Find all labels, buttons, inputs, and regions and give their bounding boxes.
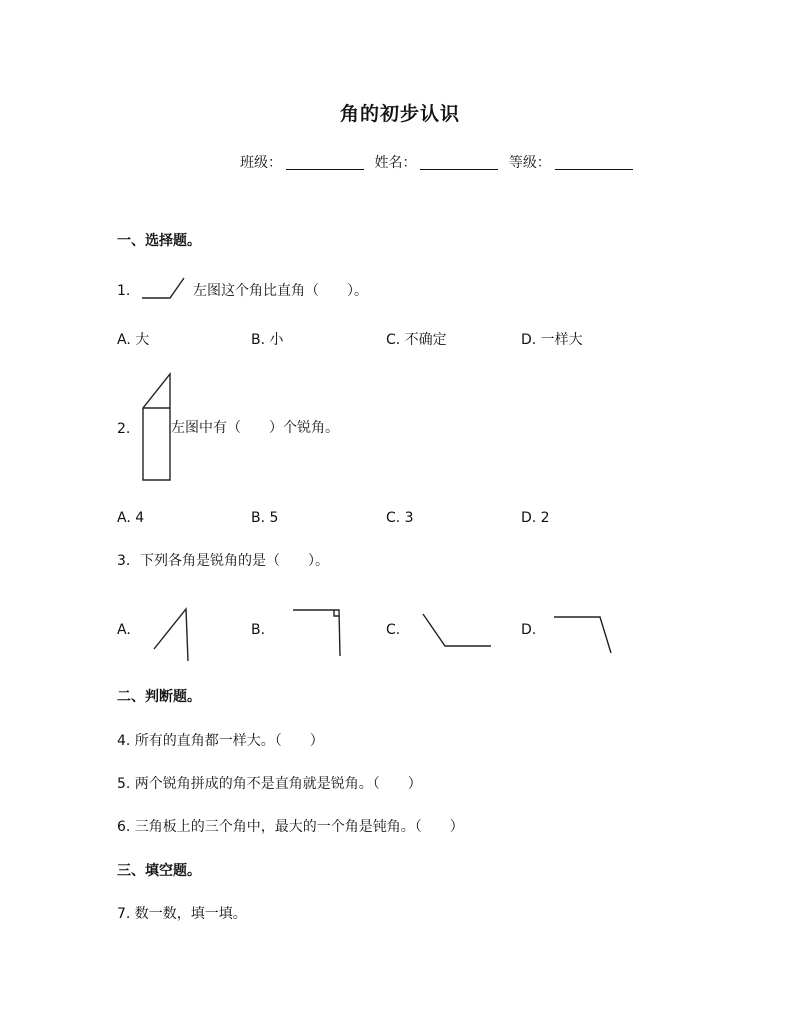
acute-angle-a: [154, 609, 188, 661]
question-2-shape-figure: [140, 372, 174, 484]
question-3-option-d[interactable]: D.: [521, 622, 537, 638]
question-1-text: 左图这个角比直角（ ）。: [193, 283, 368, 299]
section-heading-judge: 二、判断题。: [117, 689, 201, 705]
acute-angle-shape: [142, 278, 184, 298]
obtuse-angle-d: [554, 617, 611, 653]
quadrilateral-shape: [143, 374, 170, 480]
question-1-angle-figure: [140, 276, 186, 300]
question-1-option-b[interactable]: B. 小: [251, 332, 284, 348]
question-1-number: 1.: [117, 283, 131, 299]
question-6-text: 6. 三角板上的三个角中，最大的一个角是钝角。（ ）: [117, 819, 464, 835]
question-3-angle-c: [421, 612, 495, 650]
question-1-option-d[interactable]: D. 一样大: [521, 332, 583, 348]
question-5-text: 5. 两个锐角拼成的角不是直角就是锐角。（ ）: [117, 776, 422, 792]
question-3-text: 下列各角是锐角的是（ ）。: [140, 553, 329, 569]
question-1-option-a[interactable]: A. 大: [117, 332, 150, 348]
question-3-option-c[interactable]: C.: [386, 622, 401, 638]
class-field[interactable]: [286, 155, 364, 170]
question-2-option-b[interactable]: B. 5: [251, 510, 279, 526]
question-2-option-c[interactable]: C. 3: [386, 510, 414, 526]
page-title: 角的初步认识: [340, 103, 461, 125]
question-2-option-a[interactable]: A. 4: [117, 510, 145, 526]
grade-field[interactable]: [555, 155, 633, 170]
question-3-option-b[interactable]: B.: [251, 622, 266, 638]
question-1-option-c[interactable]: C. 不确定: [386, 332, 447, 348]
student-info-row: [240, 155, 639, 170]
obtuse-angle-c: [423, 614, 491, 646]
question-3-angle-a: [152, 607, 192, 663]
question-2-text: 左图中有（ ）个锐角。: [171, 420, 339, 436]
right-angle-mark: [334, 610, 339, 616]
name-label: 姓名：: [374, 155, 417, 171]
grade-label: 等级：: [508, 155, 551, 171]
question-4-text: 4. 所有的直角都一样大。（ ）: [117, 733, 324, 749]
section-heading-fill: 三、填空题。: [117, 863, 201, 879]
question-3-number: 3.: [117, 553, 131, 569]
right-angle-b: [293, 610, 340, 656]
question-2-number: 2.: [117, 421, 131, 437]
question-2-option-d[interactable]: D. 2: [521, 510, 550, 526]
question-7-text: 7. 数一数，填一填。: [117, 906, 247, 922]
section-heading-choice: 一、选择题。: [117, 233, 201, 249]
question-3-option-a[interactable]: A.: [117, 622, 131, 638]
question-3-angle-b: [291, 608, 345, 658]
class-label: 班级：: [240, 155, 282, 171]
question-3-angle-d: [552, 614, 614, 656]
name-field[interactable]: [420, 155, 498, 170]
